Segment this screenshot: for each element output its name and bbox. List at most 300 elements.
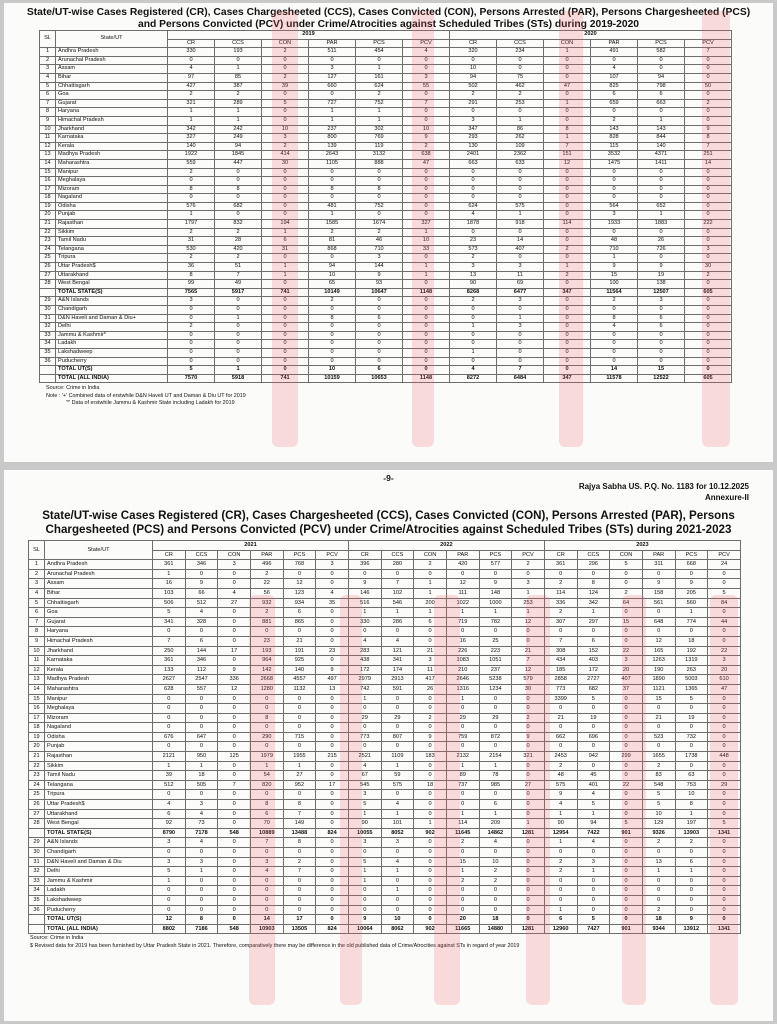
value-cell: 0 <box>610 838 643 848</box>
value-cell: 149 <box>283 819 316 829</box>
value-cell: 3 <box>168 297 215 306</box>
value-cell: 0 <box>316 617 349 627</box>
sl-cell: 31 <box>29 857 45 867</box>
state-name-cell: Manipur <box>56 168 168 177</box>
value-cell: 0 <box>610 771 643 781</box>
year-header: 2023 <box>544 541 740 551</box>
value-cell: 9 <box>685 125 732 134</box>
value-cell: 0 <box>356 348 403 357</box>
value-cell: 0 <box>403 56 450 65</box>
value-cell: 209 <box>479 819 512 829</box>
value-cell: 0 <box>642 895 675 905</box>
state-name-cell: Tripura <box>45 790 153 800</box>
value-cell: 9 <box>356 271 403 280</box>
value-cell: 1 <box>215 116 262 125</box>
value-cell: 624 <box>450 202 497 211</box>
sl-cell: 28 <box>29 819 45 829</box>
value-cell: 0 <box>638 228 685 237</box>
value-cell: 0 <box>381 569 414 579</box>
value-cell: 0 <box>218 761 251 771</box>
value-cell: 0 <box>218 867 251 877</box>
total-row <box>29 924 741 934</box>
value-cell: 0 <box>414 742 447 752</box>
value-cell: 0 <box>168 194 215 203</box>
value-cell: 165 <box>642 646 675 656</box>
value-cell: 0 <box>675 723 708 733</box>
sl-cell: 23 <box>29 771 45 781</box>
sl-cell: 27 <box>29 809 45 819</box>
value-cell: 215 <box>316 752 349 762</box>
value-cell: 0 <box>403 348 450 357</box>
value-cell: 0 <box>153 694 186 704</box>
value-cell: 0 <box>591 340 638 349</box>
table-row <box>29 819 741 829</box>
sl-cell: 12 <box>29 665 45 675</box>
state-name-cell: Jammu & Kashmir* <box>56 331 168 340</box>
table-row <box>40 65 732 74</box>
value-cell: 0 <box>153 905 186 915</box>
value-cell: 0 <box>577 905 610 915</box>
sl-cell: 6 <box>40 91 56 100</box>
value-cell: 0 <box>414 723 447 733</box>
table-row <box>40 263 732 272</box>
value-cell: 573 <box>450 245 497 254</box>
table-row <box>40 125 732 134</box>
sl-cell: 36 <box>40 357 56 366</box>
value-cell: 321 <box>168 99 215 108</box>
value-cell: 2 <box>685 271 732 280</box>
value-cell: 0 <box>356 297 403 306</box>
value-cell: 0 <box>577 848 610 858</box>
value-cell: 0 <box>414 809 447 819</box>
value-cell: 0 <box>446 704 479 714</box>
value-cell: 0 <box>309 357 356 366</box>
value-cell: 1 <box>381 886 414 896</box>
state-name-cell: Maharashtra <box>56 159 168 168</box>
value-cell: 0 <box>544 340 591 349</box>
value-cell: 773 <box>544 684 577 694</box>
value-cell: 21 <box>283 636 316 646</box>
value-cell: 0 <box>497 340 544 349</box>
table-row <box>29 771 741 781</box>
value-cell: 342 <box>168 125 215 134</box>
value-cell: 2 <box>450 254 497 263</box>
value-cell: 0 <box>250 848 283 858</box>
value-cell: 1 <box>215 366 262 375</box>
value-cell: 0 <box>675 704 708 714</box>
value-cell: 0 <box>708 742 741 752</box>
value-cell: 6 <box>638 323 685 332</box>
value-cell: 828 <box>591 134 638 143</box>
value-cell: 0 <box>512 771 545 781</box>
value-cell: 20 <box>610 665 643 675</box>
value-cell: 1 <box>642 867 675 877</box>
value-cell: 0 <box>638 108 685 117</box>
value-cell: 0 <box>610 876 643 886</box>
value-cell: 800 <box>309 134 356 143</box>
value-cell: 682 <box>215 202 262 211</box>
value-cell: 0 <box>512 848 545 858</box>
value-cell: 0 <box>316 694 349 704</box>
value-cell: 0 <box>381 742 414 752</box>
value-cell: 0 <box>685 314 732 323</box>
value-cell: 7 <box>685 48 732 57</box>
value-cell: 6 <box>356 314 403 323</box>
value-cell: 12 <box>283 579 316 589</box>
value-cell: 327 <box>168 134 215 143</box>
value-cell: 4 <box>185 809 218 819</box>
value-cell: 0 <box>685 73 732 82</box>
column-header: CR <box>168 39 215 48</box>
value-cell: 55 <box>403 82 450 91</box>
value-cell: 2132 <box>446 752 479 762</box>
value-cell: 89 <box>446 771 479 781</box>
value-cell: 10 <box>642 809 675 819</box>
source-note: Source: Crime in India <box>46 385 100 392</box>
value-cell: 0 <box>262 91 309 100</box>
value-cell: 0 <box>356 323 403 332</box>
state-name-cell: Madhya Pradesh <box>56 151 168 160</box>
state-name-cell: Delhi <box>45 867 153 877</box>
value-cell: 0 <box>262 108 309 117</box>
value-cell: 1 <box>512 608 545 618</box>
value-cell: 127 <box>309 73 356 82</box>
value-cell: 0 <box>414 790 447 800</box>
value-cell: 0 <box>610 848 643 858</box>
value-cell: 0 <box>479 694 512 704</box>
sl-cell: 5 <box>29 598 45 608</box>
value-cell: 2 <box>250 608 283 618</box>
table-row <box>29 569 741 579</box>
value-cell: 0 <box>262 297 309 306</box>
value-cell: 0 <box>512 694 545 704</box>
value-cell: 143 <box>591 125 638 134</box>
value-cell: 2 <box>591 116 638 125</box>
value-cell: 0 <box>414 848 447 858</box>
value-cell: 491 <box>591 48 638 57</box>
value-cell: 0 <box>591 348 638 357</box>
value-cell: 715 <box>283 732 316 742</box>
value-cell: 0 <box>316 656 349 666</box>
value-cell: 4 <box>591 65 638 74</box>
value-cell: 737 <box>446 780 479 790</box>
value-cell: 112 <box>185 665 218 675</box>
sl-cell: 26 <box>29 800 45 810</box>
state-name-cell: Puducherry <box>56 357 168 366</box>
value-cell: 0 <box>708 895 741 905</box>
table-row <box>40 306 732 315</box>
table-row <box>29 752 741 762</box>
value-cell: 50 <box>685 82 732 91</box>
value-cell: 0 <box>153 790 186 800</box>
value-cell: 0 <box>685 116 732 125</box>
value-cell: 576 <box>168 202 215 211</box>
value-cell: 0 <box>450 108 497 117</box>
value-cell: 39 <box>153 771 186 781</box>
state-name-cell: TOTAL (ALL INDIA) <box>56 374 168 383</box>
value-cell: 0 <box>250 627 283 637</box>
value-cell: 0 <box>262 306 309 315</box>
value-cell: 0 <box>283 742 316 752</box>
state-name-cell: TOTAL UT(S) <box>56 366 168 375</box>
value-cell: 3 <box>497 297 544 306</box>
value-cell: 0 <box>544 73 591 82</box>
value-cell: 0 <box>512 809 545 819</box>
value-cell: 0 <box>577 886 610 896</box>
state-name-cell: Madhya Pradesh <box>45 675 153 685</box>
column-header: PCS <box>356 39 403 48</box>
value-cell: 0 <box>215 348 262 357</box>
value-cell: 925 <box>283 656 316 666</box>
state-name-cell: Rajasthan <box>45 752 153 762</box>
value-cell: 1365 <box>675 684 708 694</box>
value-cell: 0 <box>381 723 414 733</box>
value-cell: 237 <box>479 665 512 675</box>
value-cell: 8 <box>185 915 218 925</box>
value-cell: 2521 <box>348 752 381 762</box>
value-cell: 11645 <box>446 828 479 838</box>
value-cell: 4 <box>250 867 283 877</box>
value-cell: 0 <box>414 704 447 714</box>
value-cell: 21 <box>642 713 675 723</box>
table-row <box>29 598 741 608</box>
value-cell: 9 <box>414 732 447 742</box>
value-cell: 950 <box>185 752 218 762</box>
value-cell: 5 <box>348 857 381 867</box>
value-cell: 0 <box>218 905 251 915</box>
year-header: 2020 <box>450 31 732 40</box>
value-cell: 0 <box>708 579 741 589</box>
value-cell: 0 <box>685 185 732 194</box>
sl-cell: 21 <box>29 752 45 762</box>
value-cell: 1933 <box>591 220 638 229</box>
state-name-cell: Manipur <box>45 694 153 704</box>
table-row <box>29 742 741 752</box>
value-cell: 197 <box>675 819 708 829</box>
value-cell: 0 <box>685 237 732 246</box>
value-cell: 0 <box>316 905 349 915</box>
value-cell: 1 <box>356 65 403 74</box>
footnotes <box>30 935 773 949</box>
value-cell: 12 <box>642 636 675 646</box>
value-cell: 10 <box>262 125 309 134</box>
value-cell: 7427 <box>577 924 610 934</box>
table-row <box>40 297 732 306</box>
value-cell: 4 <box>168 65 215 74</box>
value-cell: 396 <box>348 560 381 570</box>
state-name-cell: Himachal Pradesh <box>56 116 168 125</box>
value-cell: 0 <box>544 211 591 220</box>
value-cell: 1105 <box>309 159 356 168</box>
value-cell: 123 <box>283 588 316 598</box>
value-cell: 0 <box>450 56 497 65</box>
value-cell: 121 <box>381 646 414 656</box>
table-row <box>40 357 732 366</box>
value-cell: 1955 <box>283 752 316 762</box>
sl-cell: 21 <box>40 220 56 229</box>
value-cell: 3 <box>577 857 610 867</box>
value-cell: 1 <box>512 588 545 598</box>
value-cell: 1281 <box>512 924 545 934</box>
total-row <box>40 366 732 375</box>
value-cell: 559 <box>168 159 215 168</box>
value-cell: 6 <box>262 237 309 246</box>
value-cell: 2 <box>168 168 215 177</box>
value-cell: 0 <box>685 108 732 117</box>
state-name-cell: Meghalaya <box>45 704 153 714</box>
value-cell: 0 <box>544 331 591 340</box>
value-cell: 0 <box>218 569 251 579</box>
value-cell: 0 <box>497 194 544 203</box>
value-cell: 0 <box>450 340 497 349</box>
column-header: CCS <box>381 550 414 560</box>
value-cell: 3 <box>218 560 251 570</box>
year-header: 2019 <box>168 31 450 40</box>
sl-cell: 17 <box>40 185 56 194</box>
value-cell: 582 <box>638 48 685 57</box>
table-row <box>40 202 732 211</box>
value-cell: 289 <box>215 99 262 108</box>
value-cell: 824 <box>316 924 349 934</box>
value-cell: 0 <box>356 177 403 186</box>
value-cell: 35 <box>316 598 349 608</box>
value-cell: 0 <box>708 569 741 579</box>
state-name-cell: Karnataka <box>56 134 168 143</box>
value-cell: 100 <box>591 280 638 289</box>
value-cell: 15 <box>446 857 479 867</box>
value-cell: 0 <box>262 177 309 186</box>
value-cell: 133 <box>153 665 186 675</box>
state-name-cell: Arunachal Pradesh <box>45 569 153 579</box>
value-cell: 6 <box>414 617 447 627</box>
value-cell: 0 <box>153 627 186 637</box>
table-row <box>29 665 741 675</box>
value-cell: 0 <box>450 314 497 323</box>
value-cell: 1022 <box>446 598 479 608</box>
value-cell: 0 <box>685 331 732 340</box>
value-cell: 19 <box>638 271 685 280</box>
value-cell: 575 <box>497 202 544 211</box>
table-row <box>40 194 732 203</box>
sl-cell: 33 <box>29 876 45 886</box>
table-row <box>29 886 741 896</box>
value-cell: 8268 <box>450 288 497 297</box>
value-cell: 0 <box>316 848 349 858</box>
value-cell: 2 <box>446 838 479 848</box>
value-cell: 0 <box>544 848 577 858</box>
value-cell: 0 <box>215 168 262 177</box>
column-header: CCS <box>215 39 262 48</box>
value-cell: 7 <box>403 99 450 108</box>
state-name-cell: Arunachal Pradesh <box>56 56 168 65</box>
value-cell: 387 <box>215 82 262 91</box>
sl-cell: 1 <box>29 560 45 570</box>
value-cell: 31 <box>168 237 215 246</box>
value-cell: 577 <box>479 560 512 570</box>
value-cell: 2 <box>250 569 283 579</box>
value-cell: 0 <box>638 194 685 203</box>
value-cell: 3 <box>356 254 403 263</box>
state-name-cell: Haryana <box>45 627 153 637</box>
value-cell: 710 <box>356 245 403 254</box>
value-cell: 297 <box>577 617 610 627</box>
value-cell: 0 <box>512 857 545 867</box>
value-cell: 0 <box>309 348 356 357</box>
sl-cell: 36 <box>29 905 45 915</box>
state-name-cell: Mizoram <box>56 185 168 194</box>
value-cell: 523 <box>642 732 675 742</box>
value-cell: 361 <box>153 560 186 570</box>
value-cell: 23 <box>250 636 283 646</box>
value-cell: 454 <box>356 48 403 57</box>
value-cell: 8 <box>215 185 262 194</box>
value-cell: 1 <box>675 867 708 877</box>
sl-cell: 23 <box>40 237 56 246</box>
state-name-cell: Gujarat <box>45 617 153 627</box>
value-cell: 11564 <box>591 288 638 297</box>
value-cell: 0 <box>218 876 251 886</box>
value-cell: 1 <box>381 867 414 877</box>
value-cell: 0 <box>497 168 544 177</box>
value-cell: 0 <box>403 108 450 117</box>
value-cell: 2 <box>544 245 591 254</box>
state-name-cell: Andhra Pradesh <box>45 560 153 570</box>
value-cell: 0 <box>591 194 638 203</box>
value-cell: 2858 <box>544 675 577 685</box>
value-cell: 111 <box>446 588 479 598</box>
value-cell: 249 <box>215 134 262 143</box>
state-name-cell: Odisha <box>56 202 168 211</box>
value-cell: 0 <box>497 228 544 237</box>
state-name-cell: Kerala <box>45 665 153 675</box>
state-name-cell: Sikkim <box>56 228 168 237</box>
value-cell: 1 <box>215 314 262 323</box>
value-cell: 29 <box>381 713 414 723</box>
value-cell: 84 <box>708 598 741 608</box>
value-cell: 1 <box>414 819 447 829</box>
table-row <box>29 608 741 618</box>
value-cell: 768 <box>283 560 316 570</box>
value-cell: 902 <box>414 924 447 934</box>
value-cell: 119 <box>356 142 403 151</box>
value-cell: 0 <box>153 742 186 752</box>
value-cell: 0 <box>185 876 218 886</box>
value-cell: 0 <box>403 357 450 366</box>
value-cell: 70 <box>250 819 283 829</box>
state-name-cell: TOTAL STATE(S) <box>56 288 168 297</box>
value-cell: 0 <box>218 694 251 704</box>
state-name-cell: Telangana <box>45 780 153 790</box>
value-cell: 0 <box>708 886 741 896</box>
sl-cell: 27 <box>40 271 56 280</box>
value-cell: 2 <box>544 608 577 618</box>
value-cell: 934 <box>283 598 316 608</box>
value-cell: 10 <box>479 857 512 867</box>
table-row <box>40 73 732 82</box>
value-cell: 1 <box>479 761 512 771</box>
table-row <box>40 142 732 151</box>
value-cell: 341 <box>153 617 186 627</box>
value-cell: 0 <box>577 895 610 905</box>
value-cell: 5238 <box>479 675 512 685</box>
value-cell: 4 <box>348 636 381 646</box>
value-cell: 200 <box>414 598 447 608</box>
value-cell: 0 <box>675 627 708 637</box>
value-cell: 0 <box>497 56 544 65</box>
value-cell: 2 <box>675 838 708 848</box>
value-cell: 682 <box>577 684 610 694</box>
value-cell: 0 <box>403 168 450 177</box>
